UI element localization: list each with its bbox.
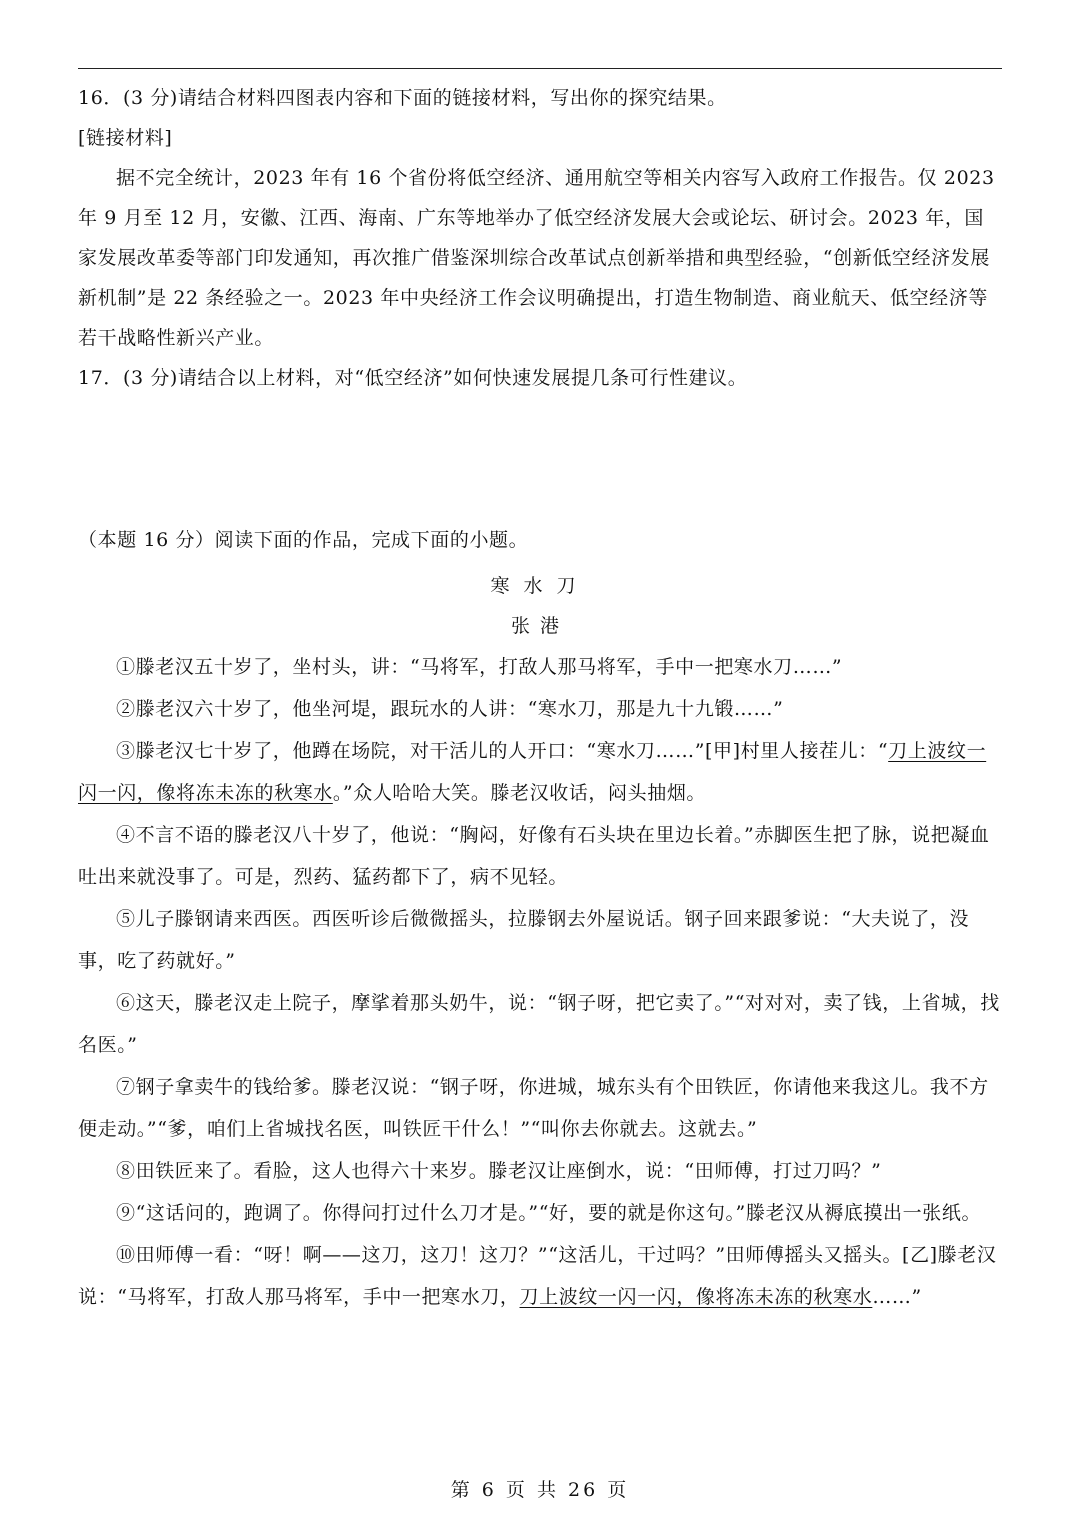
paragraph-10-text-a: ⑩田师傅一看：“呀！啊——这刀，这刀！这刀？”“这活儿，干过吗？”田师傅摇头又摇头。[乙]滕老汉说：“马将军，打敌人那马将军，手中一把寒水刀， [78, 1244, 997, 1308]
reading-intro: （本题 16 分）阅读下面的作品，完成下面的小题。 [78, 529, 529, 551]
paragraph-1: ①滕老汉五十岁了，坐村头，讲：“马将军，打敌人那马将军，手中一把寒水刀……” [116, 656, 843, 678]
story-title: 寒水刀 [490, 575, 590, 597]
paragraph-2: ②滕老汉六十岁了，他坐河堤，跟玩水的人讲：“寒水刀，那是九十九锻……” [116, 698, 784, 720]
answer-space [78, 398, 1002, 520]
question-17: 17．(3 分)请结合以上材料，对“低空经济”如何快速发展提几条可行性建议。 [78, 367, 748, 389]
paragraph-3-text-a: ③滕老汉七十岁了，他蹲在场院，对干活儿的人开口：“寒水刀……”[甲]村里人接茬儿：“ [116, 740, 889, 762]
link-material-label: [链接材料] [78, 127, 173, 149]
document-page [78, 78, 1002, 1318]
paragraph-10 [78, 1234, 1002, 1318]
paragraph-7: ⑦钢子拿卖牛的钱给爹。滕老汉说：“钢子呀，你进城，城东头有个田铁匠，你请他来我这儿。我不方便走动。”“爹，咱们上省城找名医，叫铁匠干什么！”“叫你去你就去。这就去。” [78, 1076, 989, 1140]
paragraph-10-underlined: 刀上波纹一闪一闪，像将冻未冻的秋寒水 [519, 1286, 873, 1308]
paragraph-3-underlined: 刀上波纹一闪一闪，像将冻未冻的秋寒水 [78, 740, 987, 804]
paragraph-3 [78, 730, 1002, 814]
page-footer: 第 6 页 共 26 页 [450, 1479, 630, 1501]
header-rule [78, 68, 1002, 69]
paragraph-3-text-b: 。”众人哈哈大笑。滕老汉收话，闷头抽烟。 [332, 782, 707, 804]
paragraph-5: ⑤儿子滕钢请来西医。西医听诊后微微摇头，拉滕钢去外屋说话。钢子回来跟爹说：“大夫说了，没事，吃了药就好。” [78, 908, 970, 972]
story-author: 张港 [510, 615, 569, 637]
paragraph-6: ⑥这天，滕老汉走上院子，摩挲着那头奶牛，说：“钢子呀，把它卖了。”“对对对，卖了钱，上省城，找名医。” [78, 992, 1000, 1056]
paragraph-4: ④不言不语的滕老汉八十岁了，他说：“胸闷，好像有石头块在里边长着。”赤脚医生把了脉，说把凝血吐出来就没事了。可是，烈药、猛药都下了，病不见轻。 [78, 824, 990, 888]
paragraph-10-text-b: ……” [872, 1286, 922, 1308]
paragraph-8: ⑧田铁匠来了。看脸，这人也得六十来岁。滕老汉让座倒水，说：“田师傅，打过刀吗？” [116, 1160, 882, 1182]
question-16: 16．(3 分)请结合材料四图表内容和下面的链接材料，写出你的探究结果。 [78, 87, 727, 109]
paragraph-9: ⑨“这话问的，跑调了。你得问打过什么刀才是。”“好，要的就是你这句。”滕老汉从褥底摸出一张纸。 [116, 1202, 982, 1224]
link-material-text: 据不完全统计，2023 年有 16 个省份将低空经济、通用航空等相关内容写入政府工作报告。仅 2023 年 9 月至 12 月，安徽、江西、海南、广东等地举办了低空经济发展大会或论坛、研讨会。2023 年，国家发展改革委等部门印发通知，再次推广借鉴深圳综合改革试点创新举措和典型经验，“创新低空经济发展新机制”是 22 条经验之一。2023 年中央经济工作会议明确提出，打造生物制造、商业航天、低空经济等若干战略性新兴产业。 [78, 167, 995, 349]
